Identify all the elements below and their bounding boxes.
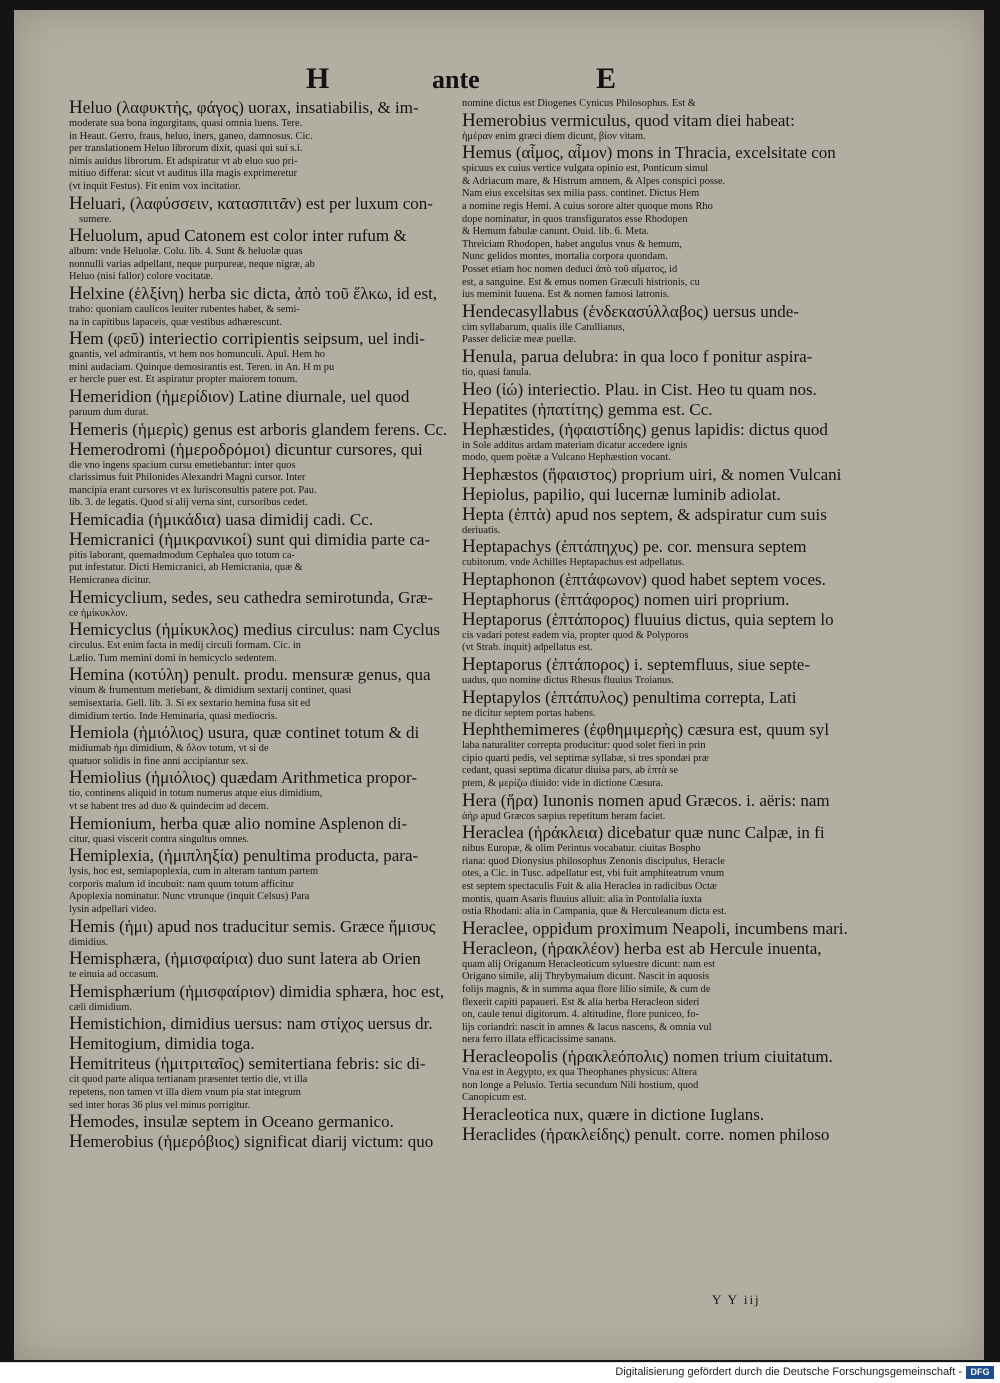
- entry-text-line: lijs coriandri: nascit in amnes & lacus nascens, & omnia vul: [462, 1021, 712, 1033]
- header-center: ante: [432, 65, 480, 94]
- entry-text-line: nimis auidus librorum. Et adspiratur vt ab eluo suo pri-: [69, 155, 298, 167]
- entry-text-line: cæli dimidium.: [69, 1001, 132, 1013]
- entry-text-line: mancipia erant cursores vt ex Iurisconsultis patere pot. Pau.: [69, 484, 317, 496]
- entry-text-line: in Sole additus ardam materiam dicatur accedere ignis: [462, 439, 688, 451]
- entry-text-line: ptem, & μερίζω diuido: vide in dictione Cæsura.: [462, 778, 663, 790]
- entry-text-line: Passer deliciæ meæ puellæ.: [462, 334, 577, 346]
- entry-headword-line: Hemicranici (ἡμικρανικοί) sunt qui dimidia parte ca-: [69, 529, 431, 550]
- entry-text-line: sumere.: [79, 213, 112, 225]
- entry-headword-line: Heo (ἰώ) interiectio. Plau. in Cist. Heo tu quam nos.: [462, 379, 817, 400]
- entry-headword-line: Heracleopolis (ἡρακλεόπολις) nomen trium ciuitatum.: [462, 1046, 833, 1067]
- entry-text-line: corporis malum id incubuit: nam quum totum afficitur: [69, 878, 295, 890]
- entry-text-line: na in capitibus lapaceis, quæ vestibus adhærescunt.: [69, 316, 282, 328]
- entry-headword-line: Helxine (ἑλξίνη) herba sic dicta, ἀπὸ τοῦ ἕλκω, id est,: [69, 283, 438, 304]
- entry-headword-line: Heluari, (λαφύσσειν, κατασπιτᾶν) est per luxum con-: [69, 193, 433, 214]
- entry-headword-line: Heptapachys (ἑπτάπηχυς) pe. cor. mensura septem: [462, 537, 807, 558]
- entry-text-line: vinum & frumentum metiebant, & dimidium sextarij continet, quasi: [69, 685, 352, 697]
- entry-text-line: per translationem Heluo librorum dixit, quasi qui sui s.i.: [69, 143, 303, 155]
- right-column: [462, 98, 862, 1145]
- header-right: E: [596, 62, 617, 95]
- entry-text-line: est septem spectaculis Fuit & alia Heraclea in radicibus Octæ: [462, 881, 717, 892]
- entry-text-line: tio, quasi fanula.: [462, 366, 532, 378]
- entry-text-line: Posset etiam hoc nomen deduci ἀπὸ τοῦ αἵματος, id: [462, 263, 678, 275]
- entry-headword-line: Heluo (λαφυκτὴς, φάγος) uorax, insatiabilis, & im-: [69, 98, 419, 118]
- credit-bar: [0, 1362, 1000, 1383]
- entry-text-line: dimidium tertio. Inde Heminaria, quasi mediocris.: [69, 710, 278, 722]
- entry-headword-line: Heluolum, apud Catonem est color inter rufum &: [69, 226, 407, 247]
- entry-text-line: Canopicum est.: [462, 1092, 527, 1104]
- signature-mark: Y Y iij: [712, 1292, 761, 1307]
- entry-headword-line: Hemerobius vermiculus, quod vitam diei habeat:: [462, 110, 795, 131]
- entry-text-line: Threiciam Rhodopen, habet angulus vnus & hemum,: [462, 238, 682, 250]
- entry-text-line: cis vadari potest eadem via, propter quod & Polyporos: [462, 629, 689, 641]
- entry-text-line: lysis, hoc est, semiapoplexia, cum in alteram tantum partem: [69, 866, 319, 878]
- entry-headword-line: Hepta (ἑπτὰ) apud nos septem, & adspiratur cum suis: [462, 504, 827, 525]
- entry-headword-line: Hepatites (ἡπατίτης) gemma est. Cc.: [462, 399, 713, 420]
- entry-headword-line: Hephthemimeres (ἑφθημιμερὴς) cæsura est, quum syl: [462, 720, 830, 741]
- entry-headword-line: Heptaphonon (ἑπτάφωνον) quod habet septem voces.: [462, 569, 826, 590]
- entry-text-line: quam alij Origanum Heracleoticum syluestre dicunt: nam est: [462, 958, 716, 970]
- funding-credit: Digitalisierung gefördert durch die Deutsche Forschungsgemeinschaft -: [615, 1366, 962, 1378]
- dfg-logo: DFG: [966, 1366, 994, 1379]
- left-column: [69, 98, 461, 1152]
- entry-text-line: (vt inquit Festus). Fit enim vox incitatior.: [69, 180, 241, 192]
- entry-headword-line: Heptaporus (ἑπτάπορος) fluuius dictus, quia septem lo: [462, 609, 834, 630]
- entry-headword-line: Hemistichion, dimidius uersus: nam στίχος uersus dr.: [69, 1014, 433, 1035]
- entry-text-line: in Heaut. Gerro, fraus, heluo, iners, ganeo, damnosus. Cic.: [69, 130, 313, 142]
- entry-text-line: Hemicranea dicitur.: [69, 575, 151, 587]
- entry-headword-line: Hera (ἥρα) Iunonis nomen apud Græcos. i. aëris: nam: [462, 790, 830, 811]
- entry-headword-line: Heptaphorus (ἑπτάφορος) nomen uiri proprium.: [462, 589, 790, 610]
- entry-headword-line: Hemiolius (ἡμιόλιος) quædam Arithmetica propor-: [69, 768, 418, 789]
- entry-text-line: nibus Europæ, & olim Perintus vocabatur. ciuitas Bospho: [462, 843, 701, 855]
- entry-text-line: quatuor solidis in fine anni accipiantur sex.: [69, 755, 249, 767]
- entry-text-line: traho: quoniam caulicos leuiter rubentes habet, & semi-: [69, 303, 300, 315]
- entry-text-line: repetens, non tamen vt illa diem vnum pia stat integrum: [69, 1086, 302, 1098]
- entry-text-line: nera ferro illata efficacissime sanans.: [462, 1034, 617, 1046]
- entry-headword-line: Hemicadia (ἡμικάδια) uasa dimidij cadi. Cc.: [69, 509, 374, 530]
- entry-text-line: gnantis, vel admirantis, vt hem nos homunculi. Apul. Hem ho: [69, 349, 325, 361]
- entry-text-line: semisextaria. Gell. lib. 3. Si ex sextario hemina fusa sit ed: [69, 698, 311, 710]
- entry-headword-line: Hemionium, herba quæ alio nomine Asplenon di-: [69, 813, 408, 834]
- entry-headword-line: Hemiola (ἡμιόλιος) usura, quæ continet totum & di: [69, 723, 420, 744]
- entry-text-line: sed inter horas 36 plus vel minus porrigitur.: [69, 1099, 251, 1111]
- entry-text-line: circulus. Est enim facta in medij circuli formam. Cic. in: [69, 640, 301, 652]
- entry-headword-line: Heptapylos (ἑπτάπυλος) penultima correpta, Lati: [462, 687, 797, 708]
- entry-text-line: Apoplexia nominatur. Nunc vtrunque (inquit Celsus) Para: [69, 891, 310, 903]
- entry-text-line: spicuus ex cuius vertice vulgata opinio est, Ponticum simul: [462, 163, 709, 175]
- entry-text-line: Heluo (nisi fallor) colore vocitatæ.: [69, 271, 213, 283]
- entry-text-line: est, a sanguine. Est & emus nomen Græculi histrionis, cu: [462, 276, 700, 288]
- entry-text-line: ce ἡμίκυκλον.: [69, 607, 128, 619]
- entry-text-line: Origano simile, alij Thrybymaium dicunt. Nascit in aquosis: [462, 971, 710, 983]
- entry-text-line: on, caule tenui digitorum. 4. altitudine, flore puniceo, fo-: [462, 1009, 699, 1021]
- entry-text-line: cubitorum. vnde Achilles Heptapachus est adpellatus.: [462, 557, 685, 569]
- entry-text-line: te einuia ad occasum.: [69, 969, 159, 981]
- entry-headword-line: Heraclea (ἡράκλεια) dicebatur quæ nunc Calpæ, in fi: [462, 823, 825, 844]
- entry-text-line: lib. 3. de legatis. Quod si alij verna sint, cursoribus cedet.: [69, 497, 308, 509]
- entry-text-line: ἀὴρ apud Græcos sæpius repetitum heram faciet.: [462, 810, 666, 822]
- entry-text-line: a nomine regis Hemi. A cuius sorore alter quoque mons Rho: [462, 200, 713, 212]
- entry-headword-line: Hephæstos (ἥφαιστος) proprium uiri, & nomen Vulcani: [462, 464, 842, 485]
- entry-headword-line: Hemiplexia, (ἡμιπληξία) penultima producta, para-: [69, 846, 419, 867]
- entry-headword-line: Hemina (κοτύλη) penult. produ. mensuræ genus, qua: [69, 665, 431, 686]
- entry-text-line: clarissimus fuit Philonides Alexandri Magni cursor. Inter: [69, 472, 306, 484]
- entry-text-line: mitiuo differat: sicut vt auditus illa magis exprimeretur: [69, 168, 298, 180]
- entry-headword-line: Hemisphæra, (ἡμισφαίρια) duo sunt latera ab Orien: [69, 949, 421, 970]
- entry-text-line: modo, quem poëtæ a Vulcano Hephæstion vocant.: [462, 452, 671, 464]
- entry-text-line: folijs magnis, & in summa aqua flore lilio simile, & cum de: [462, 983, 711, 995]
- entry-text-line: & Hemum fabulæ canunt. Ouid. lib. 6. Meta.: [462, 226, 650, 238]
- entry-text-line: cedant, quasi septima dicatur diuisa pars, ab ἑπτὰ se: [462, 765, 679, 777]
- entry-text-line: midiumab ἡμι dimidium, & ὅλον totum, vt si de: [69, 743, 269, 755]
- book-page: [14, 10, 984, 1360]
- entry-text-line: album: vnde Heluolæ. Colu. lib. 4. Sunt & heluolæ quas: [69, 246, 303, 258]
- running-header: [14, 62, 984, 102]
- entry-text-line: ἡμέραν enim græci diem dicunt, βίον vitam.: [462, 130, 646, 142]
- entry-headword-line: Hemodes, insulæ septem in Oceano germanico.: [69, 1112, 394, 1133]
- entry-text-line: laba naturaliter correpta producitur: quod solet fieri in prin: [462, 740, 706, 752]
- entry-headword-line: Hemitriteus (ἡμιτριταῖος) semitertiana febris: sic di-: [69, 1054, 426, 1075]
- entry-headword-line: Hemis (ἡμι) apud nos traducitur semis. Græce ἥμισυς: [69, 916, 436, 937]
- entry-text-line: er hercle puer est. Et aspiratur propter maiorem tonum.: [69, 374, 298, 386]
- entry-headword-line: Hemisphærium (ἡμισφαίριον) dimidia sphæra, hoc est,: [69, 981, 445, 1002]
- entry-text-line: tio, continens aliquid in totum numerus atque eius dimidium,: [69, 788, 323, 800]
- entry-headword-line: Hemeridion (ἡμερίδιον) Latine diurnale, uel quod: [69, 386, 410, 407]
- entry-headword-line: Hendecasyllabus (ἑνδεκασύλλαβος) uersus unde-: [462, 301, 800, 322]
- entry-text-line: non longe a Pelusio. Tertia secundum Nili hostium, quod: [462, 1079, 699, 1091]
- entry-text-line: flexerit capiti papaueri. Est & alia herba Heracleon sideri: [462, 996, 700, 1008]
- entry-text-line: cim syllabarum, qualis ille Catullianus,: [462, 321, 625, 333]
- entry-text-line: montis, quam Asaris fluuius alluit: alia in Pontolalia iuxta: [462, 893, 702, 905]
- entry-text-line: lysin adpellari video.: [69, 903, 157, 915]
- entry-text-line: riana: quod Dionysius philosophus Zenonis discipulus, Heracle: [462, 855, 725, 867]
- entry-text-line: cit quod parte aliqua tertianam præsentet tertio die, vt illa: [69, 1074, 308, 1086]
- entry-text-line: (vt Strab. inquit) adpellatus est.: [462, 642, 593, 654]
- entry-text-line: citur, quasi viscerit contra singultus omnes.: [69, 833, 249, 845]
- entry-headword-line: Hemerodromi (ἡμεροδρόμοι) dicuntur cursores, qui: [69, 439, 423, 460]
- entry-text-line: dimidius.: [69, 936, 108, 948]
- entry-text-line: vt se habent tres ad duo & quindecim ad decem.: [69, 801, 269, 812]
- entry-text-line: Nunc gelidos montes, mortalia corpora quondam.: [462, 251, 668, 263]
- entry-text-line: uadus, quo nomine dictus Rhesus fluuius Troianus.: [462, 675, 674, 687]
- entry-headword-line: Heracleotica nux, quære in dictione Iuglans.: [462, 1104, 765, 1125]
- entry-text-line: deriuatis.: [462, 524, 501, 536]
- entry-headword-line: Hem (φεῦ) interiectio corripientis seipsum, uel indi-: [69, 329, 425, 350]
- entry-headword-line: Hemicyclium, sedes, seu cathedra semirotunda, Græ-: [69, 587, 434, 608]
- entry-text-line: paruum dum durat.: [69, 406, 149, 418]
- entry-text-line: dope nominatur, in quos transfiguratos esse Rhodopen: [462, 213, 688, 225]
- entry-text-line: put infestatur. Dicti Hemicranici, ab Hemicrania, quæ &: [69, 562, 303, 574]
- entry-text-line: ius meminit Iuuena. Est & nomen famosi latronis.: [462, 289, 670, 301]
- entry-headword-line: Hephæstides, (ἡφαιστίδης) genus lapidis: dictus quod: [462, 419, 828, 440]
- entry-headword-line: Henula, parua delubra: in qua loco f ponitur aspira-: [462, 346, 813, 367]
- entry-headword-line: Heraclee, oppidum proximum Neapoli, incumbens mari.: [462, 918, 848, 939]
- entry-headword-line: Hemerobius (ἡμερόβιος) significat diarij victum: quo: [69, 1132, 434, 1153]
- entry-text-line: nomine dictus est Diogenes Cynicus Philosophus. Est &: [462, 98, 696, 109]
- entry-text-line: moderate sua bona ingurgitans, quasi omnia luens. Tere.: [69, 118, 303, 129]
- entry-headword-line: Hemus (αἷμος, αἷμον) mons in Thracia, excelsitate con: [462, 143, 836, 164]
- entry-text-line: ne dicitur septem portas habens.: [462, 707, 596, 719]
- entry-text-line: ostia Rhodani: alia in Campania, quæ & Herculeanum dicta est.: [462, 906, 727, 918]
- entry-text-line: die vno ingens spacium cursu emetiebantur: inter quos: [69, 459, 296, 471]
- entry-headword-line: Hepiolus, papilio, qui lucernæ luminib adiolat.: [462, 484, 781, 505]
- entry-text-line: pitis laborant, quemadmodum Cephalea quo totum ca-: [69, 549, 295, 561]
- entry-headword-line: Heraclides (ἡρακλείδης) penult. corre. nomen philoso: [462, 1124, 830, 1145]
- entry-text-line: cipio quarti pedis, vel septimæ syllabæ, si tres spondæi præ: [462, 752, 709, 764]
- entry-headword-line: Hemeris (ἡμερὶς) genus est arboris glandem ferens. Cc.: [69, 419, 448, 440]
- entry-text-line: Vna est in Aegypto, ex qua Theophanes physicus: Altera: [462, 1066, 697, 1078]
- entry-headword-line: Heracleon, (ἡρακλέον) herba est ab Hercule inuenta,: [462, 938, 822, 959]
- entry-text-line: mini audaciam. Quinque demosirantis est. Teren. in An. H m pu: [69, 361, 335, 373]
- entry-text-line: Lælio. Tum memini domi in hemicyclo sedentem.: [69, 652, 277, 664]
- entry-headword-line: Hemicyclus (ἡμίκυκλος) medius circulus: nam Cyclus: [69, 620, 440, 641]
- entry-headword-line: Hemitogium, dimidia toga.: [69, 1034, 255, 1055]
- entry-text-line: otes, a Cic. in Tusc. adpellatur est, vbi fuit amphiteatrum vnum: [462, 868, 725, 880]
- entry-headword-line: Heptaporus (ἑπτάπορος) i. septemfluus, siue septe-: [462, 655, 811, 676]
- entry-text-line: Nam eius excelsitas sex milia pass. continet. Dictus Hem: [462, 188, 700, 200]
- entry-text-line: nonnulli varias adpellant, neque purpureæ, neque nigræ, ab: [69, 258, 315, 270]
- header-left: H: [306, 62, 330, 95]
- entry-text-line: & Adriacum mare, & Histrum amnem, & Alpes conspici posse.: [462, 175, 726, 187]
